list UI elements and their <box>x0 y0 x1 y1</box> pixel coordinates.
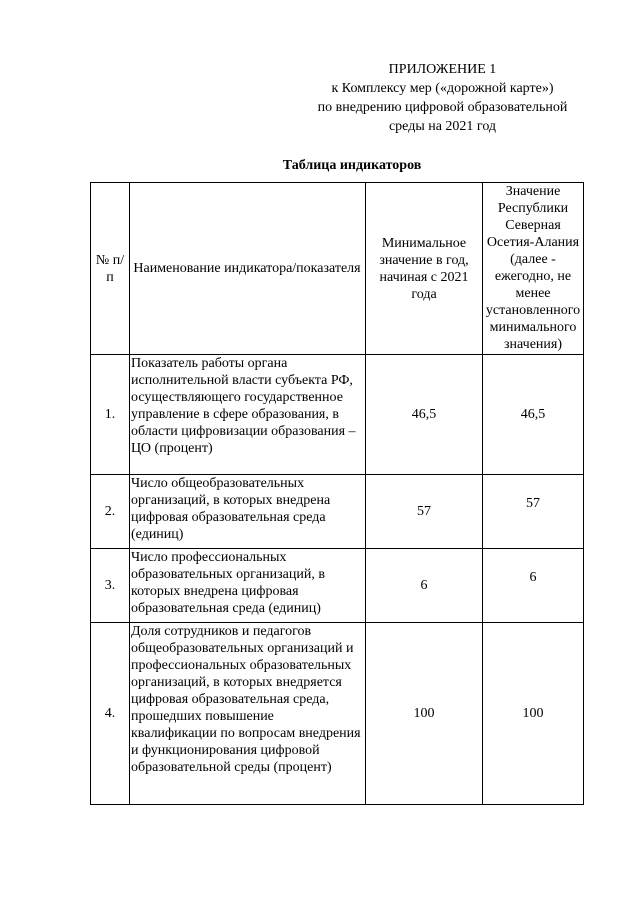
header-num: № п/п <box>91 183 130 355</box>
table-row <box>91 623 584 805</box>
row-num: 2. <box>91 475 130 549</box>
table-title: Таблица индикаторов <box>282 158 422 173</box>
table-row <box>91 549 584 623</box>
appendix-subtitle-line: к Комплексу мер («дорожной карте») <box>331 81 554 96</box>
table-row <box>91 355 584 475</box>
appendix-header <box>300 60 585 136</box>
row-name: Доля сотрудников и педагогов общеобразовательных организаций и профессиональных образовательных организаций, в которых внедряется цифровая образовательная среда, прошедших повышение квалификации по вопросам внедрения и функционирования цифровой образовательной среды (процент) <box>130 623 366 805</box>
row-num: 4. <box>91 623 130 805</box>
indicators-table <box>90 182 584 805</box>
header-name: Наименование индикатора/показателя <box>130 183 366 355</box>
row-min-value: 6 <box>366 549 483 623</box>
row-min-value: 100 <box>366 623 483 805</box>
appendix-subtitle-line: по внедрению цифровой образовательной <box>317 100 568 115</box>
row-min-value: 46,5 <box>366 355 483 475</box>
table-row <box>91 475 584 549</box>
header-min-value: Минимальное значение в год, начиная с 2021 года <box>366 183 483 355</box>
table-header-row <box>91 183 584 355</box>
row-num: 1. <box>91 355 130 475</box>
row-region-value: 6 <box>483 549 584 623</box>
row-region-value: 100 <box>483 623 584 805</box>
row-region-value: 57 <box>483 475 584 549</box>
header-region-value: Значение Республики Северная Осетия-Алания (далее - ежегодно, не менее установленного минимального значения) <box>483 183 584 355</box>
row-num: 3. <box>91 549 130 623</box>
row-min-value: 57 <box>366 475 483 549</box>
row-name: Число общеобразовательных организаций, в которых внедрена цифровая образовательная среда (единиц) <box>130 475 366 549</box>
row-region-value: 46,5 <box>483 355 584 475</box>
appendix-title: ПРИЛОЖЕНИЕ 1 <box>388 62 497 77</box>
row-name: Показатель работы органа исполнительной власти субъекта РФ, осуществляющего государственное управление в сфере образования, в области цифровизации образования – ЦО (процент) <box>130 355 366 475</box>
row-name: Число профессиональных образовательных организаций, в которых внедрена цифровая образовательная среда (единиц) <box>130 549 366 623</box>
appendix-subtitle-line: среды на 2021 год <box>388 119 497 134</box>
